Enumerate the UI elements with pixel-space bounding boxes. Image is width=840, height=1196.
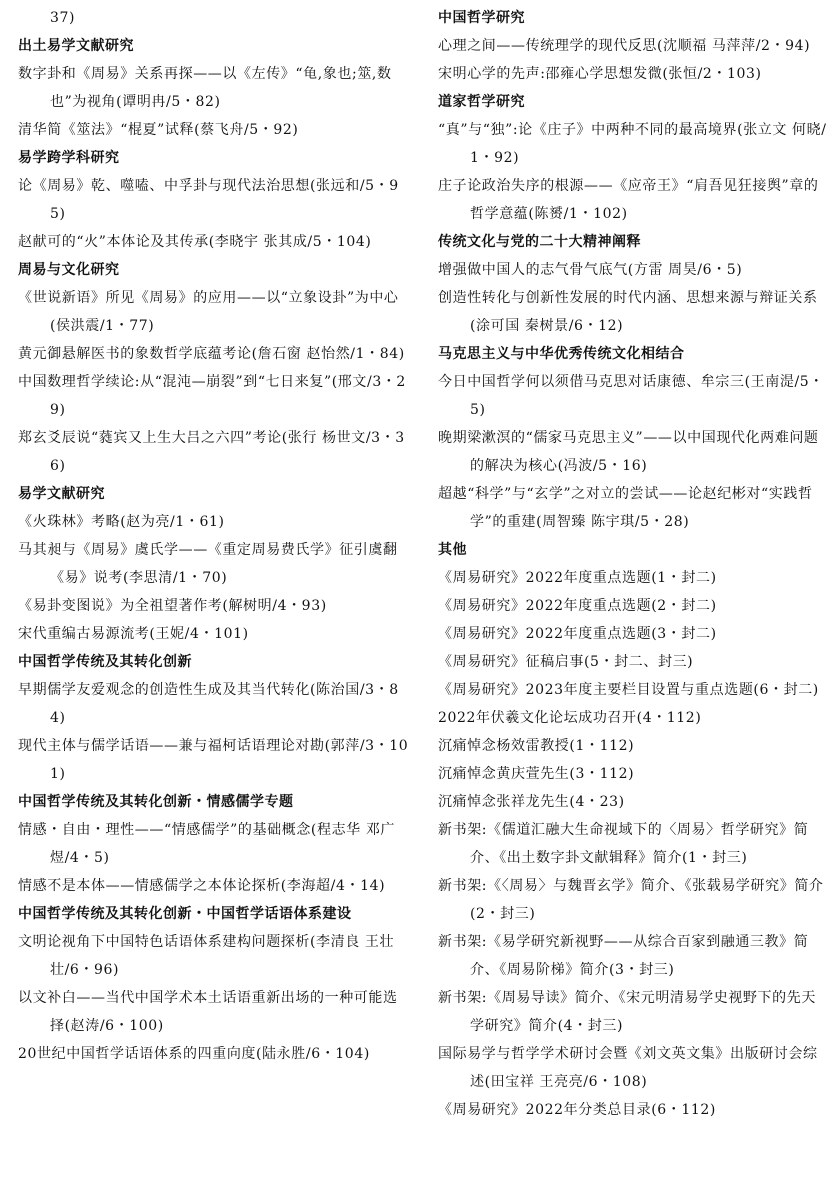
index-entry: 《周易研究》2023年度主要栏目设置与重点选题(6・封二) [438, 682, 819, 698]
index-entry: 新书架:《〈周易〉与魏晋玄学》简介、《张载易学研究》简介(2・封三) [438, 878, 824, 922]
section-heading: 传统文化与党的二十大精神阐释 [438, 234, 641, 250]
index-entry: 《易卦变图说》为全祖望著作考(解树明/4・93) [18, 598, 327, 614]
index-entry: 数字卦和《周易》关系再探——以《左传》“龟,象也;筮,数也”为视角(谭明冉/5・82) [18, 66, 392, 110]
continued-entry-tail: 37) [50, 10, 76, 26]
section-heading: 中国哲学传统及其转化创新 [18, 654, 192, 670]
index-entry: 沉痛悼念张祥龙先生(4・23) [438, 794, 625, 810]
section-heading: 中国哲学研究 [438, 10, 525, 26]
section-heading: 其他 [438, 542, 467, 558]
section-heading: 道家哲学研究 [438, 94, 525, 110]
index-entry: “真”与“独”:论《庄子》中两种不同的最高境界(张立文 何晓/1・92) [438, 122, 827, 166]
index-entry: 《周易研究》征稿启事(5・封二、封三) [438, 654, 694, 670]
index-entry: 文明论视角下中国特色话语体系建构问题探析(李清良 王壮壮/6・96) [18, 934, 395, 978]
index-entry: 《周易研究》2022年分类总目录(6・112) [438, 1102, 716, 1118]
index-entry: 论《周易》乾、噬嗑、中孚卦与现代法治思想(张远和/5・95) [18, 178, 399, 222]
index-entry: 超越“科学”与“玄学”之对立的尝试——论赵纪彬对“实践哲学”的重建(周智臻 陈宇琪/5・28) [438, 486, 813, 530]
index-entry: 宋明心学的先声:邵雍心学思想发微(张恒/2・103) [438, 66, 762, 82]
index-entry: 早期儒学友爱观念的创造性生成及其当代转化(陈治国/3・84) [18, 682, 399, 726]
index-entry: 赵献可的“火”本体论及其传承(李晓宇 张其成/5・104) [18, 234, 372, 250]
index-entry: 新书架:《周易导读》简介、《宋元明清易学史视野下的先天学研究》简介(4・封三) [438, 990, 816, 1034]
index-entry: 《周易研究》2022年度重点选题(3・封二) [438, 626, 717, 642]
index-entry: 新书架:《儒道汇融大生命视域下的〈周易〉哲学研究》简介、《出土数字卦文献辑释》简介(1・封三) [438, 822, 809, 866]
index-entry: 新书架:《易学研究新视野——从综合百家到融通三教》简介、《周易阶梯》简介(3・封三) [438, 934, 809, 978]
index-entry: 沉痛悼念黄庆萱先生(3・112) [438, 766, 635, 782]
index-entry: 情感不是本体——情感儒学之本体论探析(李海超/4・14) [18, 878, 386, 894]
section-heading: 马克思主义与中华优秀传统文化相结合 [438, 346, 685, 362]
index-entry: 今日中国哲学何以须借马克思对话康德、牟宗三(王南湜/5・5) [438, 374, 824, 418]
index-entry: 中国数理哲学续论:从“混沌—崩裂”到“七日来复”(邢文/3・29) [18, 374, 406, 418]
index-entry: 宋代重编古易源流考(王妮/4・101) [18, 626, 249, 642]
index-entry: 以文补白——当代中国学术本土话语重新出场的一种可能选择(赵涛/6・100) [18, 990, 398, 1034]
index-entry: 《世说新语》所见《周易》的应用——以“立象设卦”为中心(侯洪震/1・77) [18, 290, 399, 334]
section-heading: 中国哲学传统及其转化创新・情感儒学专题 [18, 794, 294, 810]
index-entry: 黄元御悬解医书的象数哲学底蕴考论(詹石窗 赵怡然/1・84) [18, 346, 405, 362]
left-column [18, 4, 410, 1068]
index-entry: 心理之间——传统理学的现代反思(沈顺福 马萍萍/2・94) [438, 38, 811, 54]
index-entry: 2022年伏羲文化论坛成功召开(4・112) [438, 710, 702, 726]
section-heading: 易学文献研究 [18, 486, 105, 502]
section-heading: 易学跨学科研究 [18, 150, 120, 166]
index-entry: 庄子论政治失序的根源——《应帝王》“肩吾见狂接舆”章的哲学意蕴(陈赟/1・102) [438, 178, 819, 222]
index-entry: 国际易学与哲学学术研讨会暨《刘文英文集》出版研讨会综述(田宝祥 王亮亮/6・108) [438, 1046, 818, 1090]
index-entry: 《周易研究》2022年度重点选题(2・封二) [438, 598, 717, 614]
index-entry: 晚期梁漱溟的“儒家马克思主义”——以中国现代化两难问题的解决为核心(冯波/5・16) [438, 430, 819, 474]
index-entry: 《火珠林》考略(赵为亮/1・61) [18, 514, 225, 530]
index-entry: 增强做中国人的志气骨气底气(方雷 周昊/6・5) [438, 262, 743, 278]
right-column [438, 4, 828, 1124]
index-entry: 现代主体与儒学话语——兼与福柯话语理论对勘(郭萍/3・101) [18, 738, 409, 782]
index-entry: 郑玄爻辰说“蕤宾又上生大吕之六四”考论(张行 杨世文/3・36) [18, 430, 405, 474]
index-entry: 清华简《筮法》“棍夏”试释(蔡飞舟/5・92) [18, 122, 299, 138]
section-heading: 出土易学文献研究 [18, 38, 134, 54]
section-heading: 周易与文化研究 [18, 262, 120, 278]
index-entry: 《周易研究》2022年度重点选题(1・封二) [438, 570, 717, 586]
index-entry: 情感・自由・理性——“情感儒学”的基础概念(程志华 邓广煜/4・5) [18, 822, 396, 866]
index-entry: 马其昶与《周易》虞氏学——《重定周易费氏学》征引虞翻《易》说考(李思清/1・70) [18, 542, 398, 586]
index-entry: 沉痛悼念杨效雷教授(1・112) [438, 738, 635, 754]
index-entry: 20世纪中国哲学话语体系的四重向度(陆永胜/6・104) [18, 1046, 370, 1062]
section-heading: 中国哲学传统及其转化创新・中国哲学话语体系建设 [18, 906, 352, 922]
index-entry: 创造性转化与创新性发展的时代内涵、思想来源与辩证关系(涂可国 秦树景/6・12) [438, 290, 818, 334]
